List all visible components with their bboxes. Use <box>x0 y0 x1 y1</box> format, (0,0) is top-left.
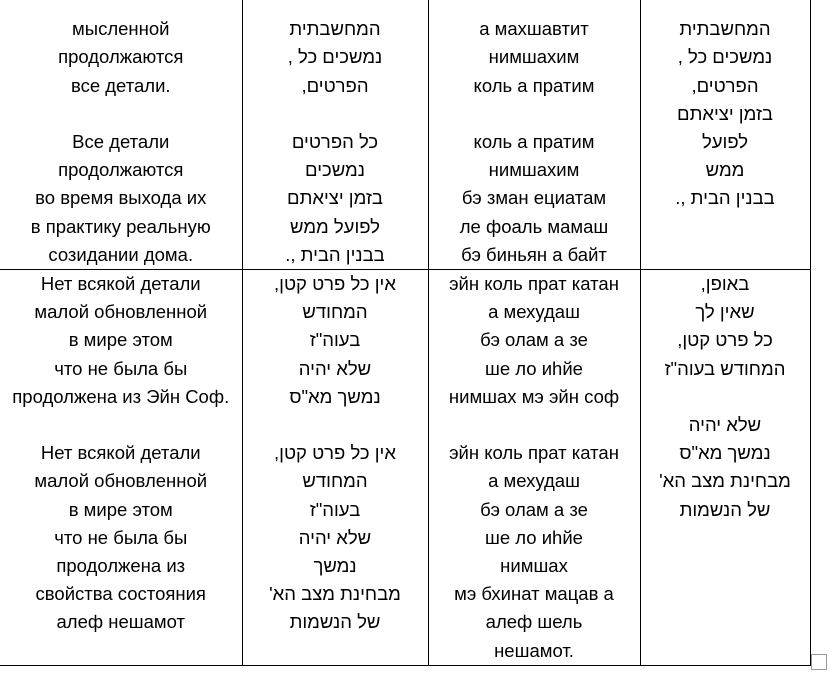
cell-line: נמשכים כל , <box>677 46 773 68</box>
cell-line: созидании дома. <box>48 243 194 265</box>
cell-line: нимшахим <box>488 46 580 68</box>
cell-line: Нет всякой детали <box>40 442 201 464</box>
cell-line: нимшахим <box>488 159 580 181</box>
cell-line: ше ло иһйе <box>485 526 583 548</box>
cell-line: ле фоаль мамаш <box>459 215 609 237</box>
cell-line: כל הפרטים <box>291 130 379 152</box>
cell-line: в практику реальную <box>30 215 211 237</box>
cell-line: а мехудаш <box>488 470 580 492</box>
cell-line: мысленной <box>72 18 170 40</box>
cell-line: мэ бхинат мацав а <box>454 583 614 605</box>
transliteration-cell[interactable] <box>428 0 640 270</box>
cell-line: המחשבתית <box>679 18 771 40</box>
cell-line <box>245 0 426 15</box>
cell-line: свойства состояния <box>35 583 206 605</box>
cell-line <box>643 0 808 15</box>
cell-line: алеф нешамот <box>56 611 185 633</box>
cell-line <box>643 383 808 411</box>
cell-line: המחשבתית <box>289 18 381 40</box>
cell-line: אין כל פרט קטן, <box>274 273 396 294</box>
cell-line: נמשכים <box>305 159 365 181</box>
cell-line: שאין לך <box>695 301 755 323</box>
cell-line: все детали. <box>70 74 171 96</box>
cell-line: הפרטים, <box>691 74 759 96</box>
cell-line <box>431 411 638 439</box>
cell-line: בזמן יציאתם <box>677 102 773 124</box>
cell-line: לפועל <box>701 131 749 152</box>
cell-line: אין כל פרט קטן, <box>274 442 396 464</box>
cell-line: а махшавтит <box>479 18 589 40</box>
cell-line: נמשך מא"ס <box>679 442 771 464</box>
cell-line: продолжаются <box>58 46 184 68</box>
cell-line: малой обновленной <box>34 301 208 323</box>
cell-line: הפרטים, <box>301 74 369 96</box>
cell-line: Все детали <box>72 130 170 152</box>
cell-line: нимшах <box>500 555 568 577</box>
cell-line: שלא יהיה <box>688 414 762 435</box>
cell-line: эйн коль прат катан <box>449 442 619 464</box>
cell-line: эйн коль прат катан <box>449 273 619 294</box>
cell-line: ממש <box>705 159 745 181</box>
cell-line: של הנשמות <box>289 611 381 633</box>
cell-line: в мире этом <box>68 329 173 351</box>
cell-line: продолжена из <box>56 555 186 577</box>
cell-line: המחודש בעוה"ז <box>664 357 786 379</box>
cell-line: нешамот. <box>494 639 574 661</box>
cell-line: נמשך <box>313 555 357 577</box>
cell-line: алеф шель <box>485 611 583 633</box>
cell-line: לפועל ממש <box>290 215 380 237</box>
cell-line <box>2 100 240 128</box>
cell-line: בעוה"ז <box>309 498 361 520</box>
cell-line: המחודש <box>302 301 368 323</box>
cell-line: бэ олам а зе <box>480 329 588 351</box>
cell-line: во время выхода их <box>35 187 207 209</box>
cell-line: Нет всякой детали <box>40 273 201 294</box>
cell-line <box>2 411 240 439</box>
cell-line <box>245 411 426 439</box>
russian-text-cell[interactable] <box>0 0 242 270</box>
cell-line: малой обновленной <box>34 470 208 492</box>
hebrew-source-cell[interactable] <box>640 270 810 666</box>
cell-line: ше ло иһйе <box>485 357 583 379</box>
cell-line: שלא יהיה <box>298 526 372 548</box>
cell-line: бэ зман ециатам <box>461 187 607 209</box>
cell-line: продолжена из Эйн Соф. <box>12 385 230 407</box>
cell-line: а мехудаш <box>488 301 580 323</box>
cell-line: бэ олам а зе <box>480 498 588 520</box>
cell-line: коль а пратим <box>473 74 595 96</box>
cell-line <box>431 0 638 15</box>
hebrew-text-cell[interactable] <box>242 270 428 666</box>
cell-line <box>245 100 426 128</box>
cell-line: של הנשמות <box>679 498 771 520</box>
cell-line: что не была бы <box>54 357 188 379</box>
cell-line: בבנין הבית ,. <box>675 187 775 209</box>
cell-line: что не была бы <box>54 526 188 548</box>
cell-line: נמשכים כל , <box>287 46 383 68</box>
transliteration-cell[interactable] <box>428 270 640 666</box>
cell-line: продолжаются <box>58 159 184 181</box>
cell-line: בזמן יציאתם <box>287 187 383 209</box>
cell-line: в мире этом <box>68 498 173 520</box>
cell-line: באופן, <box>700 273 750 294</box>
cell-line: коль а пратим <box>473 130 595 152</box>
cell-line <box>431 100 638 128</box>
cell-line: מבחינת מצב הא' <box>269 583 401 605</box>
table-row <box>0 0 810 270</box>
cell-line: המחודש <box>302 470 368 492</box>
russian-text-cell[interactable] <box>0 270 242 666</box>
cell-line: מבחינת מצב הא' <box>659 470 791 492</box>
cell-line: בעוה"ז <box>309 329 361 351</box>
hebrew-source-cell[interactable] <box>640 0 810 270</box>
hebrew-text-cell[interactable] <box>242 0 428 270</box>
cell-line: כל פרט קטן, <box>677 329 773 351</box>
table-resize-handle[interactable] <box>811 654 827 670</box>
cell-line: בבנין הבית ,. <box>285 243 385 265</box>
cell-line: нимшах мэ эйн соф <box>448 385 620 407</box>
cell-line: бэ биньян а байт <box>461 243 607 265</box>
cell-line: נמשך מא"ס <box>289 385 381 407</box>
cell-line <box>2 0 240 15</box>
table-row <box>0 270 810 666</box>
cell-line: שלא יהיה <box>298 357 372 379</box>
